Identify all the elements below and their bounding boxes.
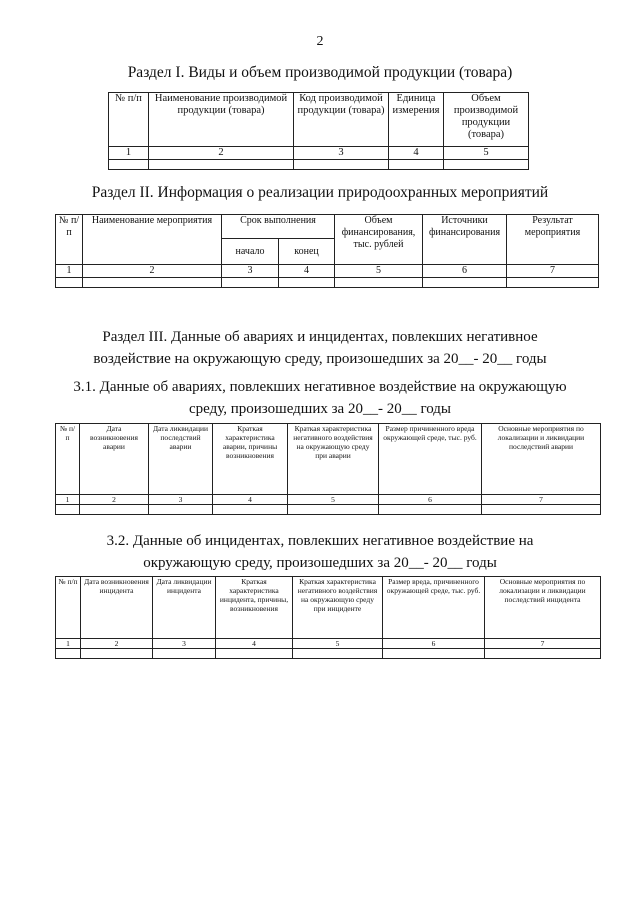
- column-number: 4: [389, 147, 444, 160]
- empty-cell: [485, 649, 601, 659]
- section32-table: [55, 576, 601, 659]
- section1-table: [108, 92, 529, 170]
- section31-heading-line1: 3.1. Данные об авариях, повлекших негативное воздействие на окружающую: [73, 379, 567, 395]
- empty-cell: [423, 278, 507, 288]
- column-number: 3: [222, 265, 279, 278]
- column-number: 5: [444, 147, 529, 160]
- header-cell: Объем производимой продукции (товара): [444, 93, 529, 147]
- empty-cell: [507, 278, 599, 288]
- section31-table: [55, 423, 601, 515]
- empty-cell: [80, 505, 149, 515]
- empty-cell: [149, 505, 213, 515]
- column-number: 6: [379, 495, 482, 505]
- empty-cell: [56, 505, 80, 515]
- empty-cell: [383, 649, 485, 659]
- section2-heading: Раздел II. Информация о реализации природоохранных мероприятий: [91, 184, 549, 201]
- column-number: 1: [56, 495, 80, 505]
- section3-heading: [0, 326, 640, 370]
- column-number: 4: [213, 495, 288, 505]
- page-number: 2: [316, 34, 324, 49]
- column-number: 2: [83, 265, 222, 278]
- column-number: 6: [423, 265, 507, 278]
- header-cell: Дата ликвидации инцидента: [153, 577, 216, 639]
- column-number: 1: [56, 265, 83, 278]
- header-cell: Объем финансирования, тыс. рублей: [335, 215, 423, 265]
- section3-heading-line1: Раздел III. Данные об авариях и инцидентах, повлекших негативное: [102, 329, 538, 345]
- empty-cell: [222, 278, 279, 288]
- column-number: 1: [109, 147, 149, 160]
- section32-heading-line2: окружающую среду, произошедших за 20__- 20__ годы: [143, 555, 497, 571]
- header-cell: № п/п: [56, 577, 81, 639]
- column-number: 5: [335, 265, 423, 278]
- header-cell: Дата ликвидации последствий аварии: [149, 424, 213, 495]
- empty-cell: [288, 505, 379, 515]
- empty-cell: [279, 278, 335, 288]
- empty-cell: [216, 649, 293, 659]
- empty-cell: [293, 649, 383, 659]
- column-number: 5: [293, 639, 383, 649]
- section31-heading: [0, 376, 640, 420]
- empty-cell: [294, 160, 389, 170]
- header-cell: Наименование производимой продукции (товара): [149, 93, 294, 147]
- header-cell: Размер причиненного вреда окружающей среде, тыс. руб.: [379, 424, 482, 495]
- empty-cell: [81, 649, 153, 659]
- empty-cell: [389, 160, 444, 170]
- empty-cell: [482, 505, 601, 515]
- empty-cell: [149, 160, 294, 170]
- empty-cell: [379, 505, 482, 515]
- header-cell: Код производимой продукции (товара): [294, 93, 389, 147]
- header-cell: Краткая характеристика негативного воздействия на окружающую среду при инциденте: [293, 577, 383, 639]
- empty-cell: [444, 160, 529, 170]
- section3-heading-line2: воздействие на окружающую среду, произошедших за 20__- 20__ годы: [93, 351, 547, 367]
- header-cell: Краткая характеристика инцидента, причины, возникновения: [216, 577, 293, 639]
- empty-cell: [83, 278, 222, 288]
- header-cell: № п/п: [109, 93, 149, 147]
- column-number: 4: [216, 639, 293, 649]
- header-cell: Основные мероприятия по локализации и ликвидации последствий аварии: [482, 424, 601, 495]
- header-cell: Единица измерения: [389, 93, 444, 147]
- header-cell: Дата возникновения инцидента: [81, 577, 153, 639]
- empty-cell: [109, 160, 149, 170]
- section31-heading-line2: среду, произошедших за 20__- 20__ годы: [189, 401, 451, 417]
- subheader-cell: начало: [222, 239, 279, 265]
- header-cell: Срок выполнения: [222, 215, 335, 239]
- header-cell: Источники финансирования: [423, 215, 507, 265]
- subheader-cell: конец: [279, 239, 335, 265]
- column-number: 7: [482, 495, 601, 505]
- column-number: 1: [56, 639, 81, 649]
- empty-cell: [335, 278, 423, 288]
- header-cell: № п/п: [56, 215, 83, 265]
- header-cell: Результат мероприятия: [507, 215, 599, 265]
- column-number: 2: [81, 639, 153, 649]
- section32-heading-line1: 3.2. Данные об инцидентах, повлекших негативное воздействие на: [106, 533, 534, 549]
- header-cell: Основные мероприятия по локализации и ликвидации последствий инцидента: [485, 577, 601, 639]
- header-cell: № п/п: [56, 424, 80, 495]
- header-cell: Краткая характеристика аварии, причины возникновения: [213, 424, 288, 495]
- header-cell: Краткая характеристика негативного воздействия на окружающую среду при аварии: [288, 424, 379, 495]
- header-cell: Размер вреда, причиненного окружающей среде, тыс. руб.: [383, 577, 485, 639]
- section2-table: [55, 214, 599, 288]
- header-cell: Наименование мероприятия: [83, 215, 222, 265]
- column-number: 7: [485, 639, 601, 649]
- empty-cell: [56, 649, 81, 659]
- column-number: 7: [507, 265, 599, 278]
- column-number: 4: [279, 265, 335, 278]
- section32-heading: [0, 530, 640, 574]
- empty-cell: [56, 278, 83, 288]
- header-cell: Дата возникновения аварии: [80, 424, 149, 495]
- column-number: 3: [149, 495, 213, 505]
- empty-cell: [153, 649, 216, 659]
- column-number: 6: [383, 639, 485, 649]
- column-number: 2: [80, 495, 149, 505]
- column-number: 3: [294, 147, 389, 160]
- column-number: 5: [288, 495, 379, 505]
- section1-heading: Раздел I. Виды и объем производимой продукции (товара): [127, 64, 513, 81]
- column-number: 2: [149, 147, 294, 160]
- empty-cell: [213, 505, 288, 515]
- column-number: 3: [153, 639, 216, 649]
